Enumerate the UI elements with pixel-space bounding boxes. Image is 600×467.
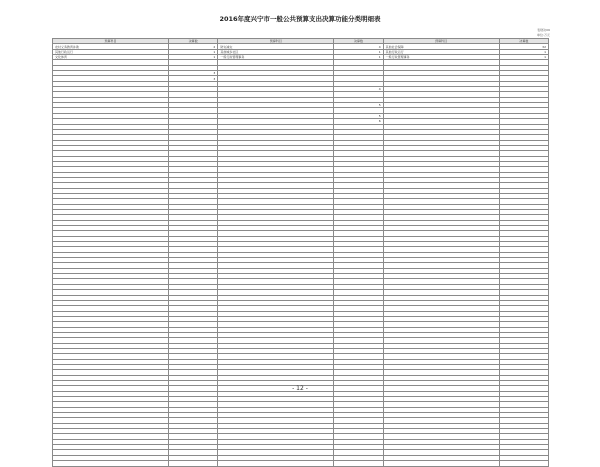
amount-cell: 1: [169, 49, 218, 54]
amount-cell: 4: [334, 87, 383, 92]
budget-item-cell: 一般行政管理事务: [383, 55, 499, 60]
amount-cell: 1: [334, 55, 383, 60]
budget-item-cell: 其他社会保障: [383, 44, 499, 49]
header-amount-3: 决算数: [499, 39, 548, 44]
amount-cell: 1: [334, 49, 383, 54]
budget-item-cell: [383, 461, 499, 466]
budget-item-cell: [53, 461, 169, 466]
budget-item-cell: 其他行政运行: [383, 49, 499, 54]
header-item-3: 预算科目: [383, 39, 499, 44]
amount-cell: 32: [499, 44, 548, 49]
amount-cell: [499, 461, 548, 466]
form-code: 表财决06: [537, 28, 550, 32]
budget-item-cell: 文化体育: [53, 55, 169, 60]
page-title: 2016年度兴宁市一般公共预算支出决算功能分类明细表: [219, 15, 381, 23]
header-item-1: 预算科目: [53, 39, 169, 44]
amount-cell: 1: [499, 49, 548, 54]
amount-cell: 2: [169, 44, 218, 49]
budget-table: [52, 38, 549, 467]
unit-label: 单位:万元: [536, 33, 550, 37]
header-amount-2: 决算数: [334, 39, 383, 44]
budget-item-cell: 其他城乡社区: [218, 49, 334, 54]
table-body: [53, 44, 549, 466]
budget-item-cell: 防灾减灾: [218, 44, 334, 49]
amount-cell: [169, 461, 218, 466]
table-row: [53, 461, 549, 466]
amount-cell: 1: [499, 55, 548, 60]
budget-item-cell: [218, 461, 334, 466]
budget-item-cell: 一般行政管理事务: [218, 55, 334, 60]
budget-item-cell: 其他行政运行: [53, 49, 169, 54]
header-item-2: 预算科目: [218, 39, 334, 44]
amount-cell: 5: [334, 103, 383, 108]
page-number: - 12 -: [292, 385, 308, 392]
budget-item-cell: 农村义务教育补助: [53, 44, 169, 49]
amount-cell: [334, 461, 383, 466]
header-amount-1: 决算数: [169, 39, 218, 44]
amount-cell: 3: [169, 76, 218, 81]
amount-cell: 6: [334, 119, 383, 124]
amount-cell: 3: [169, 71, 218, 76]
amount-cell: 1: [169, 55, 218, 60]
amount-cell: 4: [334, 44, 383, 49]
amount-cell: 5: [334, 113, 383, 118]
